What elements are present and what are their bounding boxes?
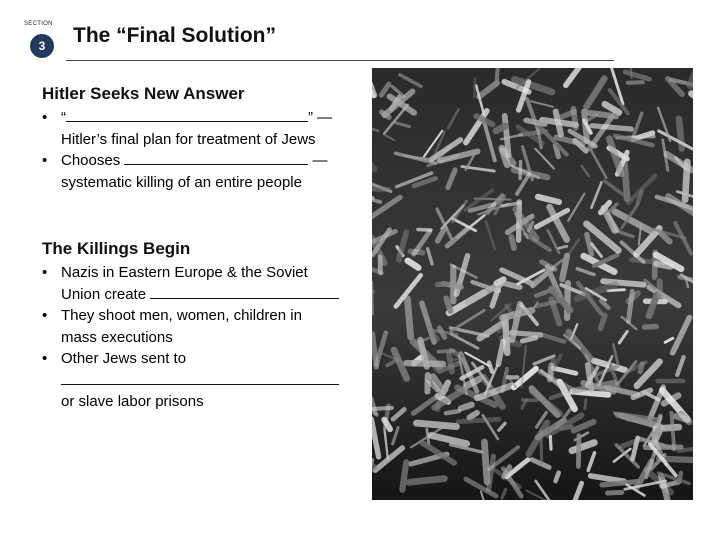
- bullet-icon: •: [42, 152, 48, 169]
- photo-texture-stroke: [409, 479, 444, 483]
- bullet-prefix: Union create: [61, 285, 151, 303]
- photo-texture-stroke: [584, 112, 587, 142]
- bullet-icon: •: [42, 109, 48, 126]
- bullet-line: They shoot men, women, children in: [61, 307, 302, 324]
- photo-texture-stroke: [484, 442, 487, 482]
- photo-texture-stroke: [417, 423, 457, 427]
- photo-texture-stroke: [407, 299, 410, 337]
- photo-texture-stroke: [372, 189, 389, 190]
- photo-texture-stroke: [489, 363, 492, 372]
- bullet-nazis: [42, 262, 352, 305]
- photo-texture-stroke: [496, 69, 497, 85]
- historical-photo: [372, 68, 693, 500]
- photo-texture-stroke: [561, 427, 572, 429]
- photo-texture-stroke: [523, 338, 536, 341]
- bullet-continuation: systematic killing of an entire people: [61, 173, 302, 191]
- bullet-line: mass executions: [61, 328, 173, 346]
- photo-texture-stroke: [470, 413, 478, 418]
- bullet-suffix: —: [308, 152, 328, 169]
- photo-texture-stroke: [523, 400, 537, 401]
- bullet-shoot: [42, 305, 352, 348]
- bullet-icon: •: [42, 307, 48, 324]
- photo-texture-stroke: [645, 327, 657, 328]
- photo-texture-stroke: [676, 416, 688, 420]
- bullet-list-2: [42, 262, 352, 413]
- bullet-final-plan: [42, 107, 342, 150]
- photo-texture-stroke: [439, 351, 454, 352]
- photo-texture-stroke: [628, 82, 643, 83]
- bullet-chooses: [42, 150, 342, 193]
- fill-in-blank[interactable]: [124, 150, 308, 165]
- photo-texture-stroke: [380, 257, 381, 273]
- photo-texture-stroke: [512, 333, 541, 335]
- photo-texture-stroke: [474, 79, 475, 98]
- page-title: The “Final Solution”: [73, 24, 276, 47]
- bullet-line: Other Jews sent to: [61, 350, 187, 367]
- fill-in-blank[interactable]: [66, 107, 308, 122]
- bullet-prefix: “: [61, 109, 66, 126]
- photo-texture-stroke: [589, 113, 616, 117]
- bullet-line: Nazis in Eastern Europe & the Soviet: [61, 264, 308, 281]
- photo-texture-stroke: [511, 237, 514, 248]
- photo-texture-stroke: [446, 299, 450, 312]
- bullet-continuation: Hitler’s final plan for treatment of Jews: [61, 130, 316, 148]
- photo-texture-stroke: [458, 419, 499, 421]
- photo-texture-stroke: [449, 355, 452, 372]
- heading-hitler-seeks: Hitler Seeks New Answer: [42, 84, 245, 103]
- photo-texture-stroke: [497, 279, 504, 283]
- section-badge: 3: [30, 34, 54, 58]
- photo-texture-stroke: [578, 436, 579, 467]
- photo-texture-stroke: [496, 126, 506, 131]
- bullet-icon: •: [42, 350, 48, 367]
- photo-texture-stroke: [607, 492, 622, 493]
- heading-killings-begin: The Killings Begin: [42, 239, 191, 258]
- photo-texture-stroke: [585, 400, 586, 409]
- fill-in-blank[interactable]: [150, 284, 339, 299]
- photo-texture-stroke: [372, 282, 373, 314]
- photo-texture-stroke: [526, 120, 545, 124]
- photo-texture-stroke: [372, 408, 392, 410]
- title-underline: [66, 60, 614, 61]
- photo-texture-stroke: [461, 405, 472, 409]
- photo-texture-stroke: [446, 411, 459, 413]
- photo-texture-stroke: [602, 482, 637, 485]
- photo-texture-stroke: [520, 162, 521, 179]
- bullet-suffix: ” —: [308, 109, 333, 126]
- bullet-line: or slave labor prisons: [61, 393, 204, 410]
- photo-texture-stroke: [556, 473, 559, 481]
- photo-texture-stroke: [592, 126, 631, 129]
- bullet-icon: •: [42, 264, 48, 281]
- historical-photo-icon: [372, 68, 693, 500]
- bullet-prefix: Chooses: [61, 152, 125, 169]
- bullet-list-1: [42, 107, 342, 193]
- photo-texture-stroke: [402, 462, 406, 489]
- bullet-other-jews: [42, 348, 352, 413]
- fill-in-blank[interactable]: [61, 370, 339, 385]
- photo-texture-stroke: [550, 437, 551, 450]
- photo-texture-stroke: [505, 318, 507, 353]
- section-label: SECTION: [24, 21, 53, 27]
